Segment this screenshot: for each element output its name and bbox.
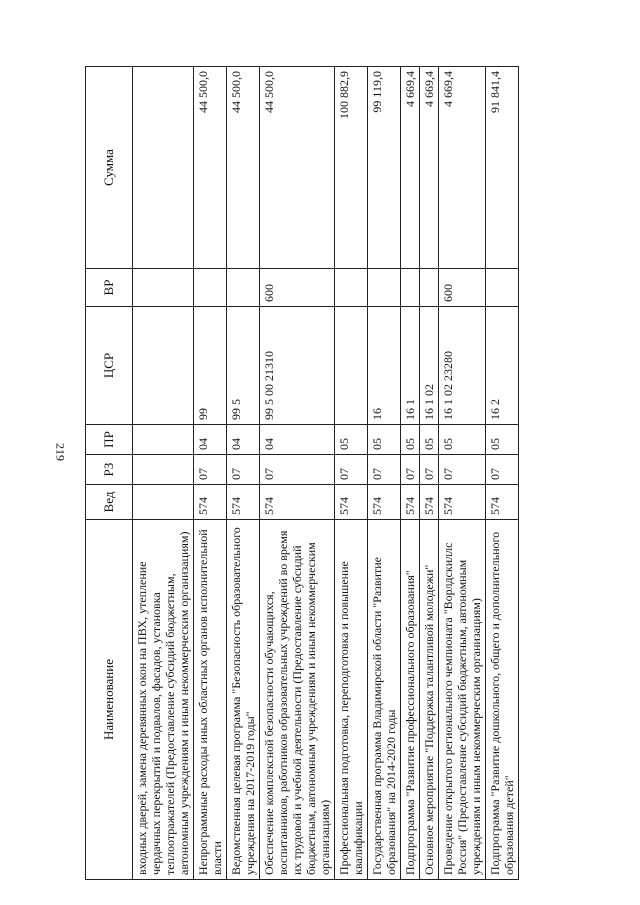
cell-ved: 574 (401, 485, 420, 520)
cell-rz: 07 (194, 455, 227, 485)
rotated-page (85, 67, 561, 880)
cell-name: Ведомственная целевая программа "Безопасность образовательного учреждения на 2017-2019 годы" (227, 520, 260, 880)
cell-sum (133, 67, 194, 269)
table-row (420, 67, 439, 880)
cell-csr (335, 307, 368, 425)
cell-vr (194, 269, 227, 307)
table-row (260, 67, 335, 880)
table-row (368, 67, 401, 880)
cell-vr (486, 269, 519, 307)
cell-rz: 07 (486, 455, 519, 485)
cell-pr: 05 (486, 425, 519, 455)
cell-csr: 99 5 (227, 307, 260, 425)
cell-vr (401, 269, 420, 307)
cell-sum: 44 500,0 (260, 67, 335, 269)
cell-rz: 07 (368, 455, 401, 485)
cell-sum: 44 500,0 (227, 67, 260, 269)
table-header-row (86, 67, 133, 880)
page-number: 219 (53, 443, 68, 461)
header-name: Наименование (86, 520, 133, 880)
cell-name: Обеспечение комплексной безопасности обучающихся, воспитанников, работников образовательных учреждений во время их трудовой и учебной деятельности (Предоставление субсидий бюджетным, автономным учреждениям и иным некоммерческим организациям) (260, 520, 335, 880)
cell-vr (227, 269, 260, 307)
cell-vr: 600 (260, 269, 335, 307)
table-row (194, 67, 227, 880)
cell-sum: 99 119,0 (368, 67, 401, 269)
cell-rz: 07 (335, 455, 368, 485)
cell-csr: 16 1 02 (420, 307, 439, 425)
cell-vr (335, 269, 368, 307)
header-sum: Сумма (86, 67, 133, 269)
cell-pr: 04 (260, 425, 335, 455)
cell-ved: 574 (439, 485, 486, 520)
cell-sum: 4 669,4 (420, 67, 439, 269)
table-row (486, 67, 519, 880)
cell-csr: 99 5 00 21310 (260, 307, 335, 425)
cell-rz (133, 455, 194, 485)
cell-csr: 16 1 02 23280 (439, 307, 486, 425)
cell-pr (133, 425, 194, 455)
cell-name: Подпрограмма "Развитие дошкольного, общего и дополнительного образования детей" (486, 520, 519, 880)
cell-rz: 07 (401, 455, 420, 485)
cell-pr: 05 (368, 425, 401, 455)
cell-rz: 07 (260, 455, 335, 485)
cell-sum: 100 882,9 (335, 67, 368, 269)
table-row (401, 67, 420, 880)
cell-pr: 05 (420, 425, 439, 455)
cell-pr: 05 (335, 425, 368, 455)
cell-csr: 99 (194, 307, 227, 425)
header-ved: Вед (86, 485, 133, 520)
cell-name: Непрограммные расходы иных областных органов исполнительной власти (194, 520, 227, 880)
cell-sum: 44 500,0 (194, 67, 227, 269)
cell-vr (133, 269, 194, 307)
cell-pr: 05 (439, 425, 486, 455)
header-csr: ЦСР (86, 307, 133, 425)
cell-ved: 574 (335, 485, 368, 520)
cell-name: Подпрограмма "Развитие профессионального образования" (401, 520, 420, 880)
cell-sum: 4 669,4 (439, 67, 486, 269)
table-row (439, 67, 486, 880)
cell-name: входных дверей, замена деревянных окон на ПВХ, утепление чердачных перекрытий и подвалов, фасадов, установка теплоотражателей (Предоставление субсидий бюджетным, автономным учреждениям и иным некоммерческим организациям) (133, 520, 194, 880)
cell-ved: 574 (227, 485, 260, 520)
cell-name: Основное мероприятие "Поддержка талантливой молодежи" (420, 520, 439, 880)
cell-ved: 574 (194, 485, 227, 520)
cell-ved: 574 (260, 485, 335, 520)
cell-csr: 16 2 (486, 307, 519, 425)
cell-pr: 04 (227, 425, 260, 455)
cell-csr: 16 (368, 307, 401, 425)
header-pr: ПР (86, 425, 133, 455)
cell-vr: 600 (439, 269, 486, 307)
cell-pr: 05 (401, 425, 420, 455)
table-row (133, 67, 194, 880)
cell-vr (420, 269, 439, 307)
cell-rz: 07 (227, 455, 260, 485)
cell-ved: 574 (368, 485, 401, 520)
cell-name: Профессиональная подготовка, переподготовка и повышение квалификации (335, 520, 368, 880)
cell-ved: 574 (486, 485, 519, 520)
table-row (227, 67, 260, 880)
cell-csr (133, 307, 194, 425)
cell-pr: 04 (194, 425, 227, 455)
cell-vr (368, 269, 401, 307)
cell-csr: 16 1 (401, 307, 420, 425)
cell-ved: 574 (420, 485, 439, 520)
budget-table (85, 66, 519, 880)
cell-ved (133, 485, 194, 520)
cell-rz: 07 (439, 455, 486, 485)
header-vr: ВР (86, 269, 133, 307)
cell-name: Государственная программа Владимирской области "Развитие образования" на 2014-2020 годы (368, 520, 401, 880)
cell-rz: 07 (420, 455, 439, 485)
cell-sum: 4 669,4 (401, 67, 420, 269)
header-rz: РЗ (86, 455, 133, 485)
cell-sum: 91 841,4 (486, 67, 519, 269)
table-row (335, 67, 368, 880)
cell-name: Проведение открытого регионального чемпионата "Ворлдскиллс Россия" (Предоставление субсидий бюджетным, автономным учреждениям и иным некоммерческим организациям) (439, 520, 486, 880)
